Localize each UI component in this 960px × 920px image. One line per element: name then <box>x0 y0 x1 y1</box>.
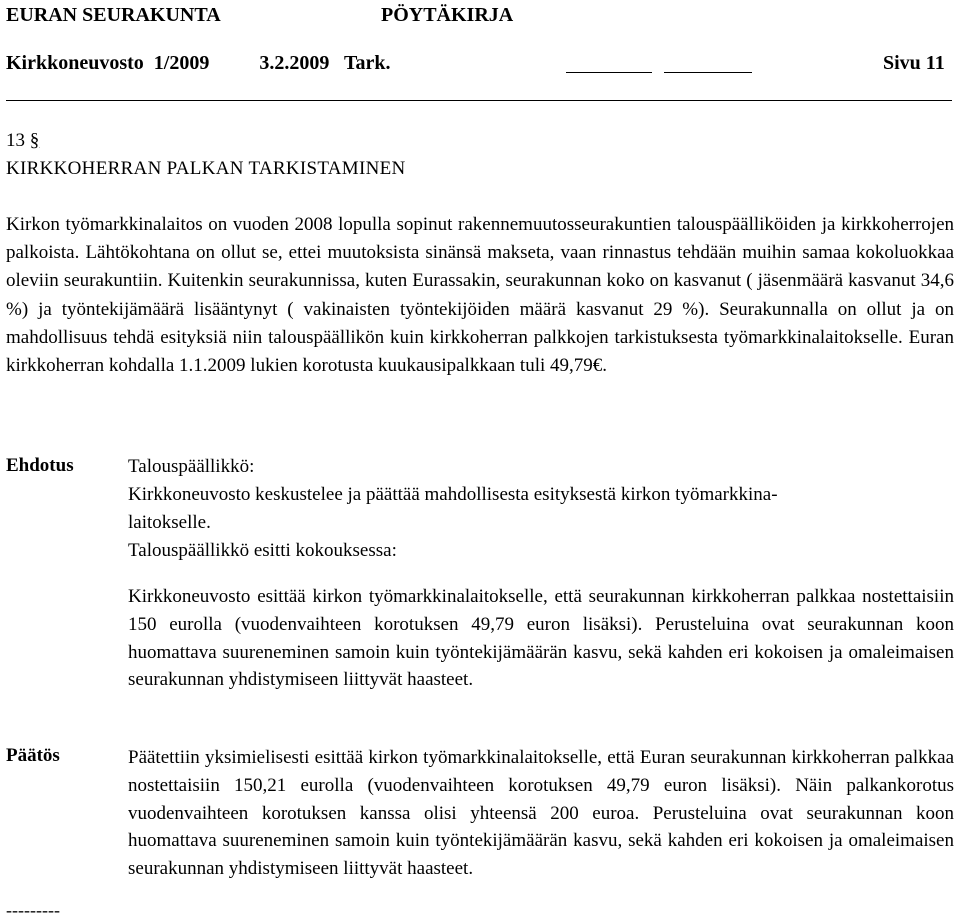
page-number: Sivu 11 <box>883 52 945 74</box>
paatos-text: Päätettiin yksimielisesti esittää kirkon työmarkkinalaitokselle, että Euran seurakunnan kirkkoherran palkkaa nostettaisiin 150,21 eurolla (vuodenvaihteen korotuksen 49,79 euron lisäksi). Näin palkankorotus vuodenvaihteen korotuksen kanssa olisi yhteensä 200 euroa. Perusteluina ovat seurakunnan koon huomattava suureneminen samoin kuin työntekijämäärän kasvu, sekä kahden eri kokoisen ja omaleimaisen seurakunnan yhdistymiseen liittyvät haasteet. <box>128 747 954 880</box>
header-rule <box>6 100 952 101</box>
organization-name: EURAN SEURAKUNTA <box>6 4 221 26</box>
section-number-value: 13 <box>6 130 25 151</box>
ehdotus-proposal: Kirkkoneuvosto esittää kirkon työmarkkinalaitokselle, että seurakunnan kirkkoherran palkkaa nostettaisiin 150 eurolla (vuodenvaihteen korotuksen 49,79 euron lisäksi). Perusteluina ovat seurakunnan koon huomattava suureneminen samoin kuin työntekijämäärän kasvu, sekä kahden eri kokoisen ja omaleimaisen seurakunnan yhdistymiseen liittyvät haasteet. <box>128 586 954 691</box>
meeting-meta-line: Kirkkoneuvosto 1/2009 3.2.2009 Tark. <box>6 52 391 74</box>
signature-blank-2 <box>664 72 752 73</box>
document-type: PÖYTÄKIRJA <box>381 4 514 26</box>
ehdotus-line-2: Kirkkoneuvosto keskustelee ja päättää mahdollisesta esityksestä kirkon työmarkkina- <box>128 483 778 505</box>
ehdotus-line-4: Talouspäällikkö esitti kokouksessa: <box>128 540 397 561</box>
ehdotus-line-3: laitokselle. <box>128 511 211 533</box>
signature-blank-1 <box>566 72 652 73</box>
section-title: KIRKKOHERRAN PALKAN TARKISTAMINEN <box>6 158 406 179</box>
ehdotus-line-1: Talouspäällikkö: <box>128 456 255 477</box>
ehdotus-label: Ehdotus <box>6 455 74 476</box>
ehdotus-intro <box>128 453 954 536</box>
section-number <box>6 130 39 152</box>
section-sign: § <box>29 130 40 151</box>
section-body-paragraph: Kirkon työmarkkinalaitos on vuoden 2008 lopulla sopinut rakennemuutosseurakuntien talouspäälliköiden ja kirkkoherrojen palkoista. Lähtökohtana on ollut se, ettei muutoksista sinänsä makseta, vaan rinnastus tehdään muihin samaa kokoluokkaa oleviin seurakuntiin. Kuitenkin seurakunnissa, kuten Eurassakin, seurakunnan koko on kasvanut ( jäsenmäärä kasvanut 34,6 %) ja työntekijämäärä lisääntynyt ( vakinaisten työntekijöiden määrä kasvanut 29 %). Seurakunnalla on ollut ja on mahdollisuus tehdä esityksiä niin talouspäällikön kuin kirkkoherran palkkojen tarkistuksesta työmarkkinalaitokselle. Euran kirkkoherran kohdalla 1.1.2009 lukien korotusta kuukausipalkkaan tuli 49,79€. <box>6 214 954 377</box>
footer-separator: --------- <box>6 900 60 920</box>
paatos-label: Päätös <box>6 745 60 766</box>
